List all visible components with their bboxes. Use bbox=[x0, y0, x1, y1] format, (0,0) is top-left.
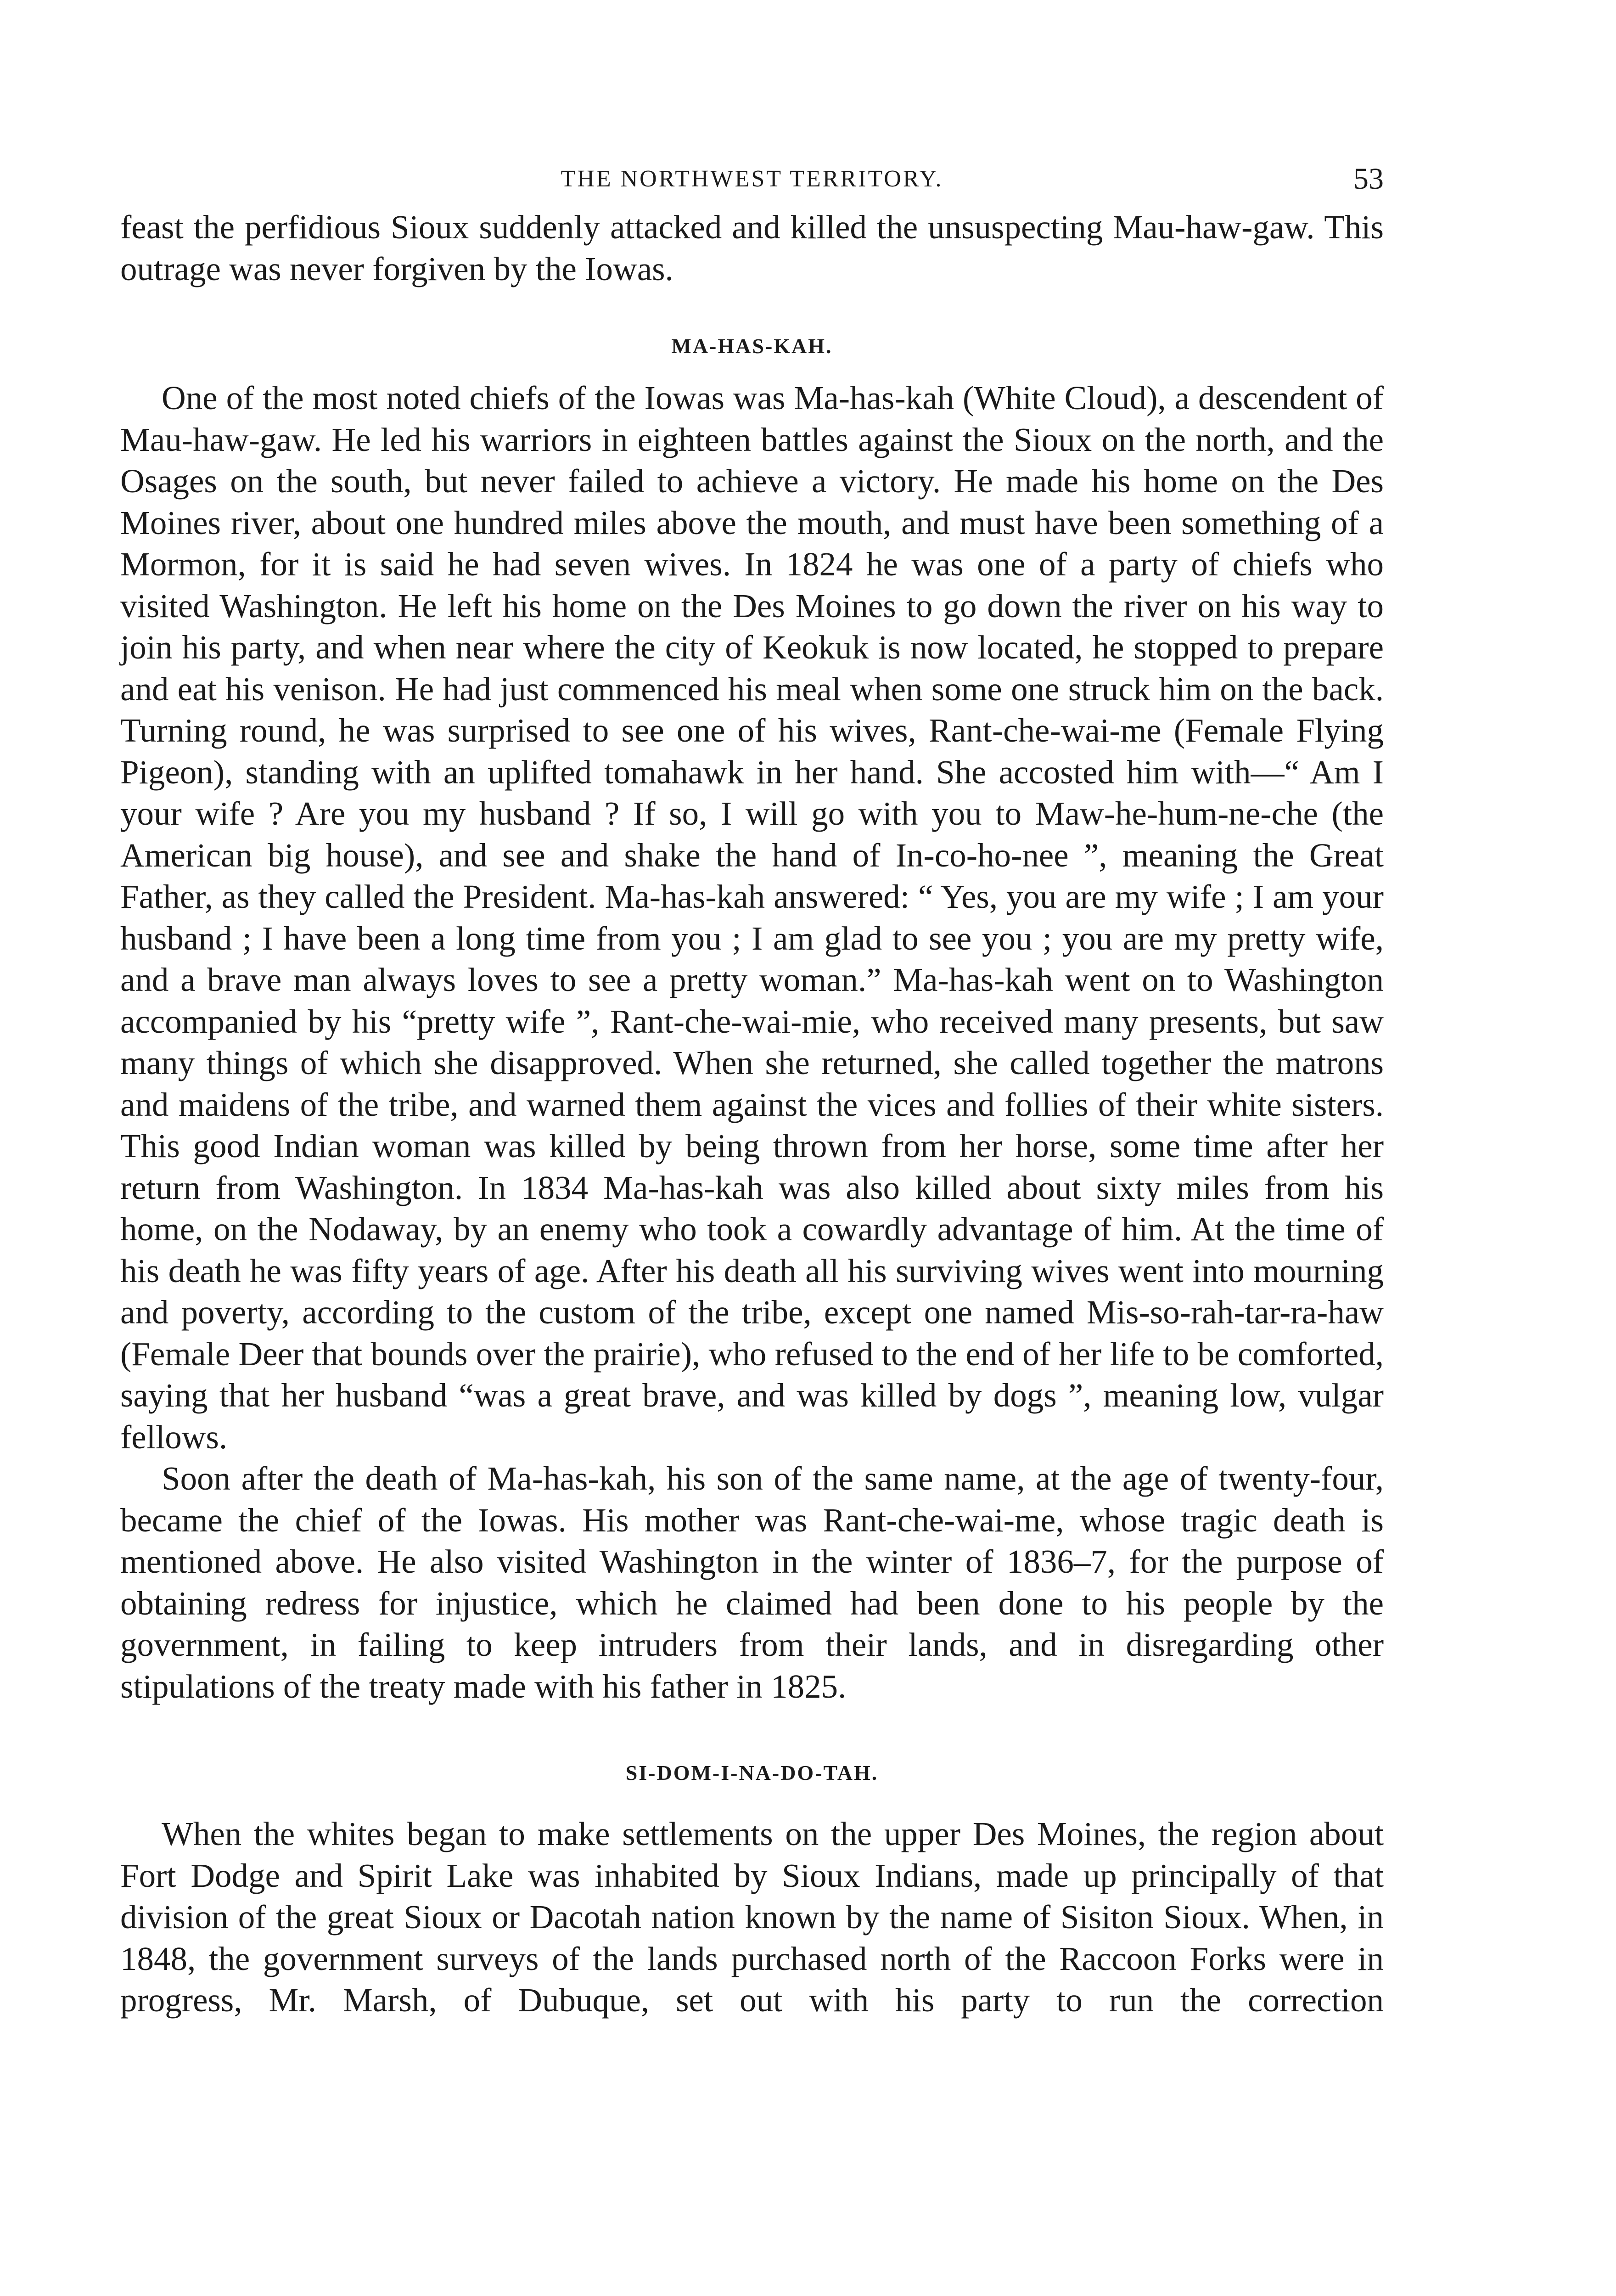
running-title: THE NORTHWEST TERRITORY. bbox=[561, 166, 943, 192]
section-heading-si-dom-i-na-do-tah: SI-DOM-I-NA-DO-TAH. bbox=[625, 1761, 879, 1784]
paragraph-ma-has-kah-2: Soon after the death of Ma-has-kah, his son of the same name, at the age of twenty-four, became the chief of the Iowas. His mother was Rant-che-wai-me, whose tragic death is mentioned above. He also visited Washington in the winter of 1836–7, for the purpose of obtaining redress for injustice, which he claimed had been done to his people by the government, in failing to keep intruders from their lands, and in disregarding other stipulations of the treaty made with his father in 1825. bbox=[120, 1460, 1384, 1705]
section-heading-ma-has-kah: MA-HAS-KAH. bbox=[671, 334, 833, 358]
paragraph-si-dom-i-na-do-tah-1: When the whites began to make settlements on the upper Des Moines, the region about Fort Dodge and Spirit Lake was inhabited by Sioux Indians, made up principally of that division of the great Sioux or Dacotah nation known by the name of Sisiton Sioux. When, in 1848, the government surveys of the lands purchased north of the Raccoon Forks were in progress, Mr. Marsh, of Dubuque, set out with his party to run the correction bbox=[120, 1815, 1384, 2019]
intro-paragraph: feast the perfidious Sioux suddenly attacked and killed the unsuspecting Mau-haw-gaw. This outrage was never forgiven by the Iowas. bbox=[120, 208, 1384, 287]
page-number: 53 bbox=[1353, 162, 1384, 196]
paragraph-ma-has-kah-1: One of the most noted chiefs of the Iowas was Ma-has-kah (White Cloud), a descendent of Mau-haw-gaw. He led his warriors in eighteen battles against the Sioux on the north, and the Osages on the south, but never failed to achieve a victory. He made his home on the Des Moines river, about one hundred miles above the mouth, and must have been something of a Mormon, for it is said he had seven wives. In 1824 he was one of a party of chiefs who visited Washington. He left his home on the Des Moines to go down the river on his way to join his party, and when near where the city of Keokuk is now located, he stopped to prepare and eat his venison. He had just commenced his meal when some one struck him on the back. Turning round, he was surprised to see one of his wives, Rant-che-wai-me (Female Flying Pigeon), standing with an uplifted tomahawk in her hand. She accosted him with—“ Am I your wife ? Are you my husband ? If so, I will go with you to Maw-he-hum-ne-che (the American big house), and see and shake the hand of In-co-ho-nee ”, meaning the Great Father, as they called the President. Ma-has-kah answered: “ Yes, you are my wife ; I am your husband ; I have been a long time from you ; I am glad to see you ; you are my pretty wife, and a brave man always loves to see a pretty woman.” Ma-has-kah went on to Washington accompanied by his “pretty wife ”, Rant-che-wai-mie, who received many presents, but saw many things of which she disapproved. When she returned, she called together the matrons and maidens of the tribe, and warned them against the vices and follies of their white sisters. This good Indian woman was killed by being thrown from her horse, some time after her return from Washington. In 1834 Ma-has-kah was also killed about sixty miles from his home, on the Nodaway, by an enemy who took a cowardly advantage of him. At the time of his death he was fifty years of age. After his death all his surviving wives went into mourning and poverty, according to the custom of the tribe, except one named Mis-so-rah-tar-ra-haw (Female Deer that bounds over the prairie), who refused to the end of her life to be comforted, saying that her husband “was a great brave, and was killed by dogs ”, meaning low, vulgar fellows. bbox=[120, 379, 1384, 1456]
running-head bbox=[120, 162, 1384, 207]
book-page bbox=[120, 162, 1384, 2021]
